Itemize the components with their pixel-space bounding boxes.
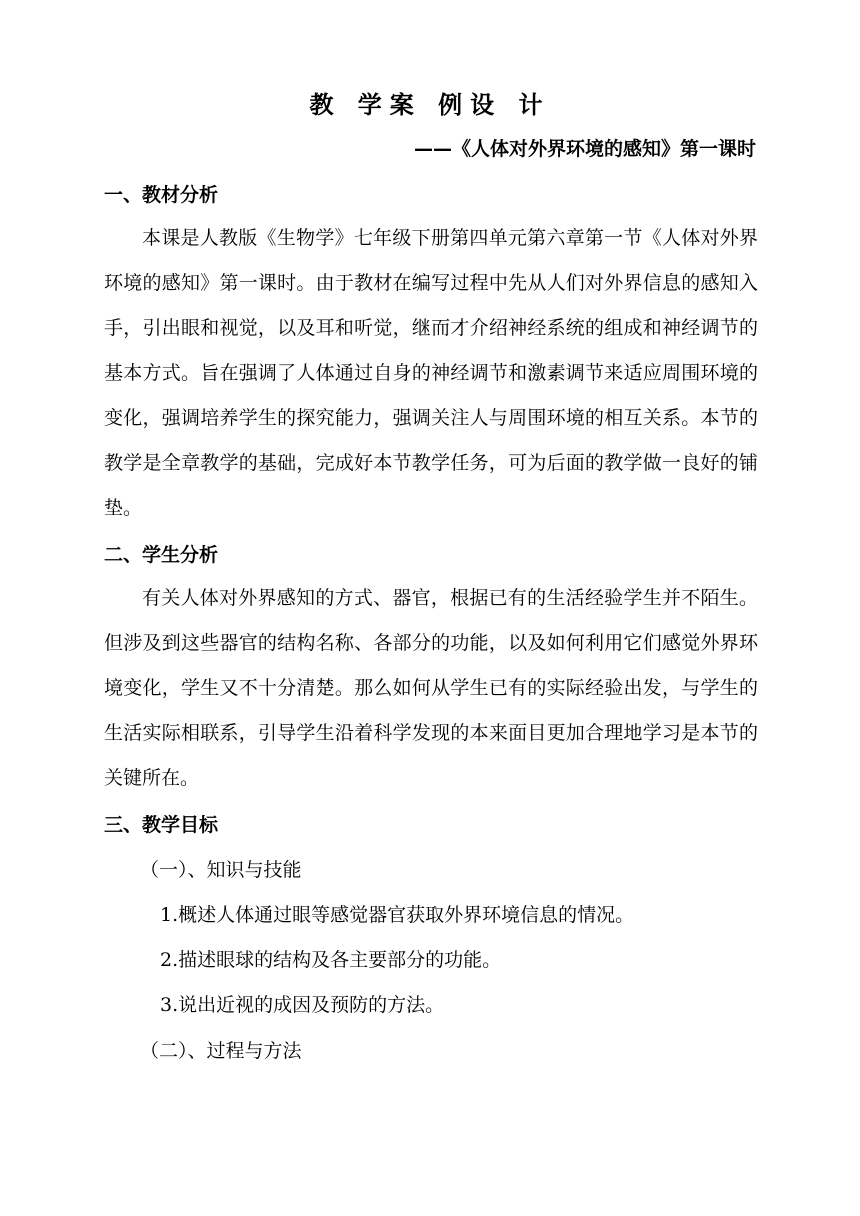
list-item: 1.概述人体通过眼等感觉器官获取外界环境信息的情况。 bbox=[160, 904, 635, 926]
section-heading-teaching-goals: 三、教学目标 bbox=[104, 814, 219, 836]
section-heading-textbook-analysis: 一、教材分析 bbox=[104, 184, 219, 206]
subheading-process-methods: （二）、过程与方法 bbox=[140, 1040, 302, 1062]
document-subtitle: ——《人体对外界环境的感知》第一课时 bbox=[413, 138, 756, 160]
list-item: 2.描述眼球的结构及各主要部分的功能。 bbox=[160, 949, 502, 971]
subheading-knowledge-skills: （一）、知识与技能 bbox=[140, 859, 302, 881]
list-item: 3.说出近视的成因及预防的方法。 bbox=[160, 994, 445, 1016]
section-paragraph-student-analysis: 有关人体对外界感知的方式、器官，根据已有的生活经验学生并不陌生。但涉及到这些器官的结构名称、各部分的功能，以及如何利用它们感觉外界环境变化，学生又不十分清楚。那么如何从学生已有的实际经验出发，与学生的生活实际相联系，引导学生沿着科学发现的本来面目更加合理地学习是本节的关键所在。 bbox=[104, 587, 758, 789]
section-heading-student-analysis: 二、学生分析 bbox=[104, 544, 219, 566]
section-paragraph-textbook-analysis: 本课是人教版《生物学》七年级下册第四单元第六章第一节《人体对外界环境的感知》第一课时。由于教材在编写过程中先从人们对外界信息的感知入手，引出眼和视觉，以及耳和听觉，继而才介绍神经系统的组成和神经调节的基本方式。旨在强调了人体通过自身的神经调节和激素调节来适应周围环境的变化，强调培养学生的探究能力，强调关注人与周围环境的相互关系。本节的教学是全章教学的基础，完成好本节教学任务，可为后面的教学做一良好的铺垫。 bbox=[104, 227, 758, 519]
document-title: 教 学案 例设 计 bbox=[309, 91, 551, 119]
